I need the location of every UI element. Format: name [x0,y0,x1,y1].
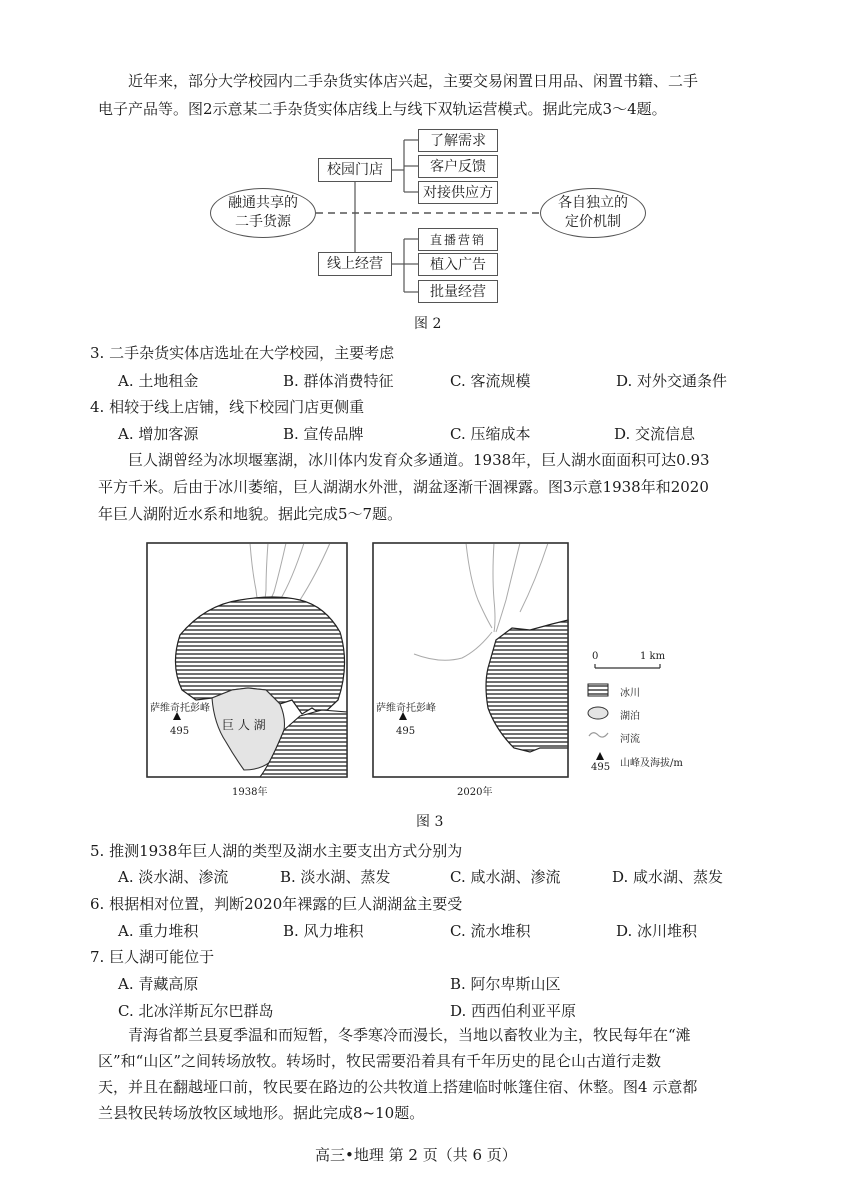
online-item-2: 植入广告 [418,253,498,276]
left-peak-height: 495 [170,726,190,737]
q6-option-b: B. 风力堆积 [283,922,364,940]
intro2-line3: 年巨人湖附近水系和地貌。据此完成5～7题。 [98,505,403,523]
legend-glacier: 冰川 [620,688,640,699]
intro3-line1: 青海省都兰县夏季温和而短暂，冬季寒冷而漫长，当地以畜牧业为主，牧民每年在“滩 [128,1026,691,1044]
q7-option-c: C. 北冰洋斯瓦尔巴群岛 [118,1002,274,1020]
fig2-caption: 图 2 [414,316,442,332]
q5-stem: 5. 推测1938年巨人湖的类型及湖水主要支出方式分别为 [90,842,463,860]
q6-option-d: D. 冰川堆积 [616,922,698,940]
q6-stem: 6. 根据相对位置，判断2020年裸露的巨人湖湖盆主要受 [90,895,463,913]
intro2-line2: 平方千米。后由于冰川萎缩，巨人湖湖水外泄，湖盆逐渐干涸裸露。图3示意1938年和2020 [98,478,709,496]
q3-option-d: D. 对外交通条件 [616,372,728,390]
pricing-ellipse: 各自独立的 定价机制 [540,188,646,238]
q3-stem: 3. 二手杂货实体店选址在大学校园，主要考虑 [90,344,395,362]
scale-zero: 0 [592,651,599,662]
q6-option-a: A. 重力堆积 [118,922,199,940]
campus-item-1: 了解需求 [418,129,498,152]
year-left: 1938年 [232,787,268,798]
q3-option-a: A. 土地租金 [118,372,199,390]
q4-option-a: A. 增加客源 [118,425,199,443]
lake-label: 巨 人 湖 [222,718,266,732]
intro3-line4: 兰县牧民转场放牧区域地形。据此完成8~10题。 [98,1104,425,1122]
q4-option-c: C. 压缩成本 [450,425,531,443]
intro1-line2: 电子产品等。图2示意某二手杂货实体店线上与线下双轨运营模式。据此完成3～4题。 [98,100,667,118]
scale-km: 1 km [640,651,666,662]
fig3-caption: 图 3 [416,814,444,830]
left-peak-name: 萨维奇托彭峰 [150,703,210,714]
online-item-3: 批量经营 [418,280,498,303]
campus-store-box: 校园门店 [318,158,392,182]
intro3-line3: 天，并且在翻越垭口前，牧民要在路边的公共牧道上搭建临时帐篷住宿、休整。图4 示意都 [98,1078,698,1096]
q7-option-d: D. 西西伯利亚平原 [450,1002,577,1020]
q4-option-b: B. 宣传品牌 [283,425,364,443]
campus-item-2: 客户反馈 [418,155,498,178]
year-right: 2020年 [457,787,493,798]
legend-peak: 山峰及海拔/m [620,758,683,769]
q5-option-a: A. 淡水湖、渗流 [118,868,229,886]
intro3-line2: 区”和“山区”之间转场放牧。转场时，牧民需要沿着具有千年历史的昆仑山古道行走数 [98,1052,662,1070]
q3-option-c: C. 客流规模 [450,372,531,390]
right-peak-name: 萨维奇托彭峰 [376,703,436,714]
q5-option-c: C. 咸水湖、渗流 [450,868,561,886]
campus-item-3: 对接供应方 [418,181,498,204]
q4-stem: 4. 相较于线上店铺，线下校园门店更侧重 [90,398,365,416]
legend-river: 河流 [620,734,640,745]
q3-option-b: B. 群体消费特征 [283,372,394,390]
online-item-1: 直播营销 [418,228,498,251]
right-peak-height: 495 [396,726,416,737]
online-box: 线上经营 [318,252,392,276]
intro1-line1: 近年来，部分大学校园内二手杂货实体店兴起，主要交易闲置日用品、闲置书籍、二手 [128,72,699,90]
q6-option-c: C. 流水堆积 [450,922,531,940]
legend-lake: 湖泊 [620,711,640,722]
shared-source-ellipse: 融通共享的 二手货源 [210,188,316,238]
intro2-line1: 巨人湖曾经为冰坝堰塞湖，冰川体内发育众多通道。1938年，巨人湖水面面积可达0.93 [128,451,710,469]
q5-option-b: B. 淡水湖、蒸发 [280,868,391,886]
q7-stem: 7. 巨人湖可能位于 [90,948,215,966]
q5-option-d: D. 咸水湖、蒸发 [612,868,724,886]
q7-option-b: B. 阿尔卑斯山区 [450,975,561,993]
q7-option-a: A. 青藏高原 [118,975,199,993]
page-footer: 高三•地理 第 2 页（共 6 页） [315,1146,517,1164]
q4-option-d: D. 交流信息 [614,425,696,443]
legend-peak-value: 495 [591,762,611,773]
